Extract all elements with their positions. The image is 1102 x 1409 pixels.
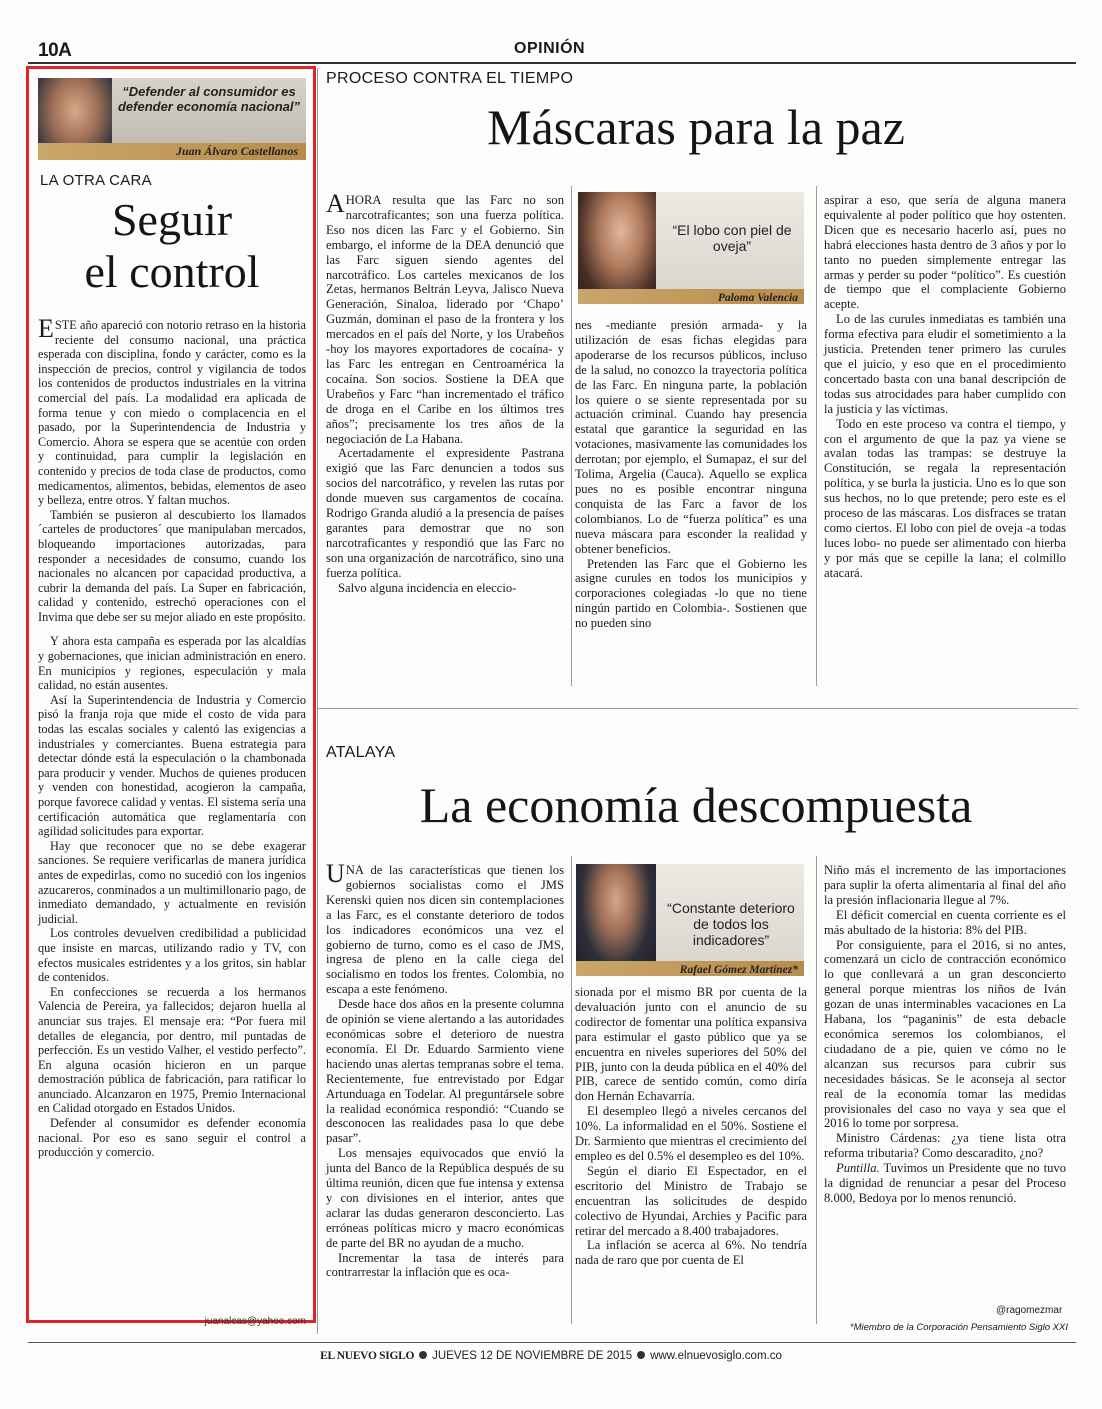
paragraph: El desempleo llegó a niveles cercanos del 10%. La informalidad en el 50%. Sostiene el Dr. Sarmiento que mientras el crecimiento del empleo es del 0.5% el desempleo es del 10%.: [575, 1104, 807, 1163]
paragraph: Hay que reconocer que no se debe exagerar sanciones. Se requiere verificarlas de manera jurídica antes de expedirlas, como no sucedió con los ingenios azucareros, conminados a un multimillonario pago, de inmediato demandado, y actualmente en revisión judicial.: [38, 838, 306, 926]
left-kicker: LA OTRA CARA: [40, 172, 152, 189]
article2-kicker: ATALAYA: [326, 744, 396, 761]
column-divider: [317, 68, 318, 1334]
footer-url[interactable]: www.elnuevosiglo.com.co: [650, 1350, 782, 1362]
columnist-banner: [578, 192, 804, 304]
author-email: juanalcas@yahoo.com: [204, 1316, 306, 1327]
article2-col2: [575, 985, 807, 1268]
page-number: 10A: [38, 40, 72, 61]
lead-caps: NA: [345, 863, 364, 877]
article2-col1: [326, 859, 564, 1280]
section-title: OPINIÓN: [514, 40, 586, 57]
paragraph: La inflación se acerca al 6%. No tendría nada de raro que por cuenta de El: [575, 1238, 807, 1268]
drop-cap: A: [326, 189, 345, 218]
paragraph: También se pusieron al descubierto los llamados ´carteles de productores´ que manipulaban mercados, bloqueando importaciones autorizadas, para responder a necesidades de consumo, cuando los nacionales no alcancen por capacidad productiva, a cubrir la demanda del país. La Super en fabricación, calidad y contenido, estrechó operaciones con el Invima que debe ser su mejor aliado en este propósito.: [38, 507, 306, 624]
paragraph: Pretenden las Farc que el Gobierno les asigne curules en todos los municipios y corporaciones colegiadas -lo que no tiene ningún partido en Colombia-. Sostienen que no pueden sino: [575, 556, 807, 631]
top-rule: [28, 62, 1076, 64]
paragraph: Por consiguiente, para el 2016, si no antes, comenzará un ciclo de contracción económico lo que conllevará a un gran desconcierto general porque mientras los niños de Iván gozan de unas interminables vacaciones en La Habana, los “paganinis” de esta debacle económica seremos los colombianos, el ciudadano de a pie, quien ve cómo no le alcanzan sus recursos para cubrir sus necesidades básicas. Se le aconseja al sector real de la economía tomar las medidas provisionales del caso no vaya y sea que el 2016 lo tome por sorpresa.: [824, 937, 1066, 1131]
paragraph: [326, 859, 564, 997]
author-footnote: *Miembro de la Corporación Pensamiento Siglo XXI: [849, 1322, 1068, 1333]
article2-col3: [824, 863, 1066, 1206]
paragraph: [824, 1161, 1066, 1206]
paragraph-text: resulta que las Farc no son narcotraficantes; son una fuerza política. Eso nos dicen las Farc y el Gobierno. Sin embargo, el informe de la DEA denunció que las Farc siguen siendo agentes del narcotráfico. Los carteles mexicanos de los Zetas, hermanos Beltrán Leyva, Jalisco Nueva Generación, Sinaloa, liderado por ‘Chapo’ Guzmán, dominan el paso de la frontera y los mercados en el país del Norte, y los Urabeños -hoy los mayores exportadores de cocaína- y las Farc les entregan en Centroamérica la cocaína. Son socios. Sostiene la DEA que Urabeños y Farc “han incrementado el tráfico de droga en el Caribe en los últimos tres años”; precisamente los tres años de la negociación de La Habana.: [326, 193, 564, 446]
left-headline: [36, 194, 308, 298]
lead-caps: HORA: [345, 193, 382, 207]
drop-cap: U: [326, 859, 345, 888]
paragraph: Todo en este proceso va contra el tiempo, y con el argumento de que la paz ya viene se avalan todas las trampas: se destruye la Constitución, se regala la representación política, y se burla la justicia. Uno es lo que son sus hechos, no lo que pretende; pero este es el proceso de las máscaras. Los disfraces se tratan como ciertos. El lobo con piel de oveja -a todas luces lobo- no puede ser alimentado con hierba y por más que se cepille la lana; el colmillo atacará.: [824, 416, 1066, 580]
paragraph: Niño más el incremento de las importaciones para suplir la oferta alimentaria al final del año la presión inflacionaria llegue al 7%.: [824, 863, 1066, 907]
paragraph: Acertadamente el expresidente Pastrana exigió que las Farc denuncien a todos sus socios del narcotráfico, y revelen las rutas por donde mueven sus cargamentos de cocaína. Rodrigo Granda aludió a la presencia de países garantes para demostrar que no son narcotraficantes y respondió que las Farc no son una organización de narcotráfico, sino una fuerza política.: [326, 446, 564, 580]
paragraph: Salvo alguna incidencia en eleccio-: [338, 580, 517, 595]
article2-headline: La economía descompuesta: [419, 777, 973, 833]
paragraph: [326, 189, 564, 446]
left-headline-line1: Seguir: [111, 194, 233, 245]
paragraph: El déficit comercial en cuenta corriente es el más abultado de la historia: 8% del PIB.: [824, 907, 1066, 937]
paragraph: Ministro Cárdenas: ¿ya tiene lista otra reforma tributaria? Como descaradito, ¿no?: [824, 1131, 1066, 1161]
italic-lead: Puntilla.: [836, 1161, 880, 1176]
column-divider: [816, 856, 817, 1324]
bullet-icon: [637, 1351, 645, 1359]
page-footer: [0, 1350, 1102, 1362]
paragraph: nes -mediante presión armada- y la utilización de esas fichas elegidas para apoderarse de los recursos públicos, incluso de la salud, no conozco la trayectoria política de las Farc. En ninguna parte, la población los quiere o se siente representada por su actuación criminal. Cuando hay presencia estatal que garantice la seguridad en las votaciones, masivamente las comunidades los derrotan; por ejemplo, el Sumapaz, el sur del Tolima, Argelia (Cauca). Aquello se explica pues no es posible encontrar ninguna conquista de las Farc a favor de los colombianos. Lo de “fuerza política” es una nueva máscara para esconder la realidad y obtener beneficios.: [575, 318, 807, 556]
article1-col1: [326, 189, 564, 595]
paragraph: aspirar a eso, que sería de alguna manera equivalente al poder político que hoy ostenten. Dicen que es necesario hacerlo así, pues no habrá elecciones hasta dentro de 3 años y por lo tanto no pueden simplemente entregar las armas y perder su poder “político”. Es cuestión de tiempo que el complaciente Gobierno acepte.: [824, 193, 1066, 312]
paragraph: Así la Superintendencia de Industria y Comercio pisó la franja roja que mide el costo de vida para todas las escalas sociales y calentó las exigencias a industriales y comerciantes. Buena estrategia para detectar dónde está la especulación o la chambonada para producir y vender. Muchos de quienes producen y venden con honestidad, acogieron la campaña, porque favorece calidad y ventas. El sistema sería una certificación automática que reglamentaría con agilidad solicitudes para exportar.: [38, 692, 306, 839]
columnist-photo: [576, 864, 656, 976]
column-divider: [816, 186, 817, 686]
columnist-photo: [578, 192, 656, 304]
paragraph-text: Tuvimos un Presidente que no tuvo la dignidad de renunciar a pesar del Proceso 8.000, Bedoya por lo menos renunció.: [824, 1161, 1066, 1205]
columnist-banner: [38, 78, 306, 160]
bullet-icon: [419, 1351, 427, 1359]
paragraph: sionada por el mismo BR por cuenta de la devaluación junto con el anuncio de su codirector de fomentar una política expansiva para estimular el gasto público que ya se encuentra en niveles superiores del 50% del PIB, junto con la deuda pública en el 40% del PIB, carece de sentido común, como diría don Hernán Echavarría.: [575, 985, 807, 1104]
lead-caps: STE: [54, 318, 77, 332]
drop-cap: E: [38, 314, 54, 343]
section-divider: [318, 708, 1078, 709]
left-headline-line2: el control: [84, 246, 260, 297]
paragraph: Desde hace dos años en la presente columna de opinión se viene alertando a las autoridades económicas sobre el deterioro de nuestra economía. El Dr. Eduardo Sarmiento viene haciendo unas alertas tempranas sobre el tema. Recientemente, fue entrevistado por Edgar Artunduaga en Todelar. Al preguntársele sobre la realidad económica respondió: “Cuando se desconocen las realidades pasa lo que debe pasar”.: [326, 997, 564, 1146]
article1-headline: Máscaras para la paz: [487, 99, 905, 155]
columnist-quote: “Constante deterioro de todos los indicadores”: [667, 900, 795, 948]
twitter-handle: @ragomezmar: [996, 1305, 1063, 1316]
brand-name: EL NUEVO SIGLO: [320, 1350, 415, 1362]
paragraph: Los controles devuelven credibilidad a publicidad que insiste en marcas, utilizando radio y TV, con efectos musicales estridentes y a los gritos, sin hablar de contenidos.: [38, 926, 306, 985]
paragraph-text: de las características que tienen los gobiernos socialistas como el JMS Kerenski quien nos dicen sin contemplaciones a las Farc, es el constante deterioro de todos los indicadores económicos una vez el gobierno de turno, como es el caso de JMS, ingresa de pleno en la calle ciega del socialismo en todos los frentes. Colombia, no escapa a este fenómeno.: [326, 863, 564, 997]
columnist-name: Paloma Valencia: [717, 292, 798, 304]
paragraph: Y ahora esta campaña es esperada por las alcaldías y gobernaciones, que inician administración en enero. En municipios y regiones, especulación y mala calidad, no están ausentes.: [38, 634, 306, 693]
column-divider: [571, 186, 572, 686]
article1-col3: [824, 193, 1066, 581]
article1-col2: [575, 318, 807, 631]
paragraph: En confecciones se recuerda a los hermanos Valencia de Pereira, ya fallecidos; dejaron huella al anunciar sus trajes. El mensaje era: “Por fuera mil detalles de elegancia, por dentro, mil puntadas de perfección. Es un vestido Valher, el vestido perfecto”. En alguna ocasión hicieron en un parque demostración pública de fabricación, para ratificar lo anunciado. Alcanzaron en 1975, Premio Internacional en Calidad otorgado en Estados Unidos.: [38, 984, 306, 1116]
columnist-quote: “El lobo con piel de oveja”: [672, 222, 792, 254]
paragraph: Lo de las curules inmediatas es también una forma efectiva para eludir el sometimiento a la justicia. Pretenden tener primero las curules que el juicio, y eso que en el procedimiento concertado basta con una banal descripción de todas sus atrocidades para haber cumplido con la justicia y las víctimas.: [824, 312, 1066, 416]
columnist-name: Juan Álvaro Castellanos: [175, 144, 298, 158]
columnist-name: Rafael Gómez Martínez*: [679, 964, 798, 976]
footer-rule: [28, 1342, 1076, 1343]
columnist-banner: [576, 864, 804, 976]
paragraph: Según el diario El Espectador, en el escritorio del Ministro de Trabajo se encuentran las solicitudes de despido colectivo de Hyundai, Archies y Pacific para retirar del mercado a 8.400 trabajadores.: [575, 1163, 807, 1238]
paragraph: Defender al consumidor es defender economía nacional. Por eso es sano seguir el control a producción y comercio.: [38, 1116, 306, 1160]
paragraph: Incrementar la tasa de interés para contrarrestar la inflación que es oca-: [326, 1250, 564, 1280]
columnist-quote: “Defender al consumidor es defender economía nacional”: [117, 84, 301, 114]
paragraph: Los mensajes equivocados que envió la junta del Banco de la República después de su última reunión, dicen que fue intensa y extensa y con divisiones en el interior, antes que aclarar las dudas generaron desconcierto. Las erróneas políticas micro y macro económicas de parte del BR no ayudan de a mucho.: [326, 1146, 564, 1250]
footer-date: JUEVES 12 DE NOVIEMBRE DE 2015: [432, 1350, 633, 1362]
column-divider: [571, 856, 572, 1324]
paragraph: [38, 314, 306, 508]
left-body: [38, 314, 306, 1160]
paragraph-text: año apareció con notorio retraso en la historia reciente del consumo nacional, una práctica esperada con disciplina, fondo y carácter, como es la inspección de precios, control y vigilancia de todos los contenidos de productos industriales en la vitrina comercial del país. La modalidad era aplicada de forma tenue y con miedo o complacencia en el pasado, por la Superintendencia de Industria y Comercio. Ahora se espera que se acentúe con orden y continuidad, para cumplir la legislación en contenido y precios de toda clase de productos, como medicamentos, alimentos, bebidas, elementos de aseo y belleza, entre otros. Y faltan muchos.: [38, 318, 306, 508]
article1-kicker: PROCESO CONTRA EL TIEMPO: [326, 70, 574, 87]
